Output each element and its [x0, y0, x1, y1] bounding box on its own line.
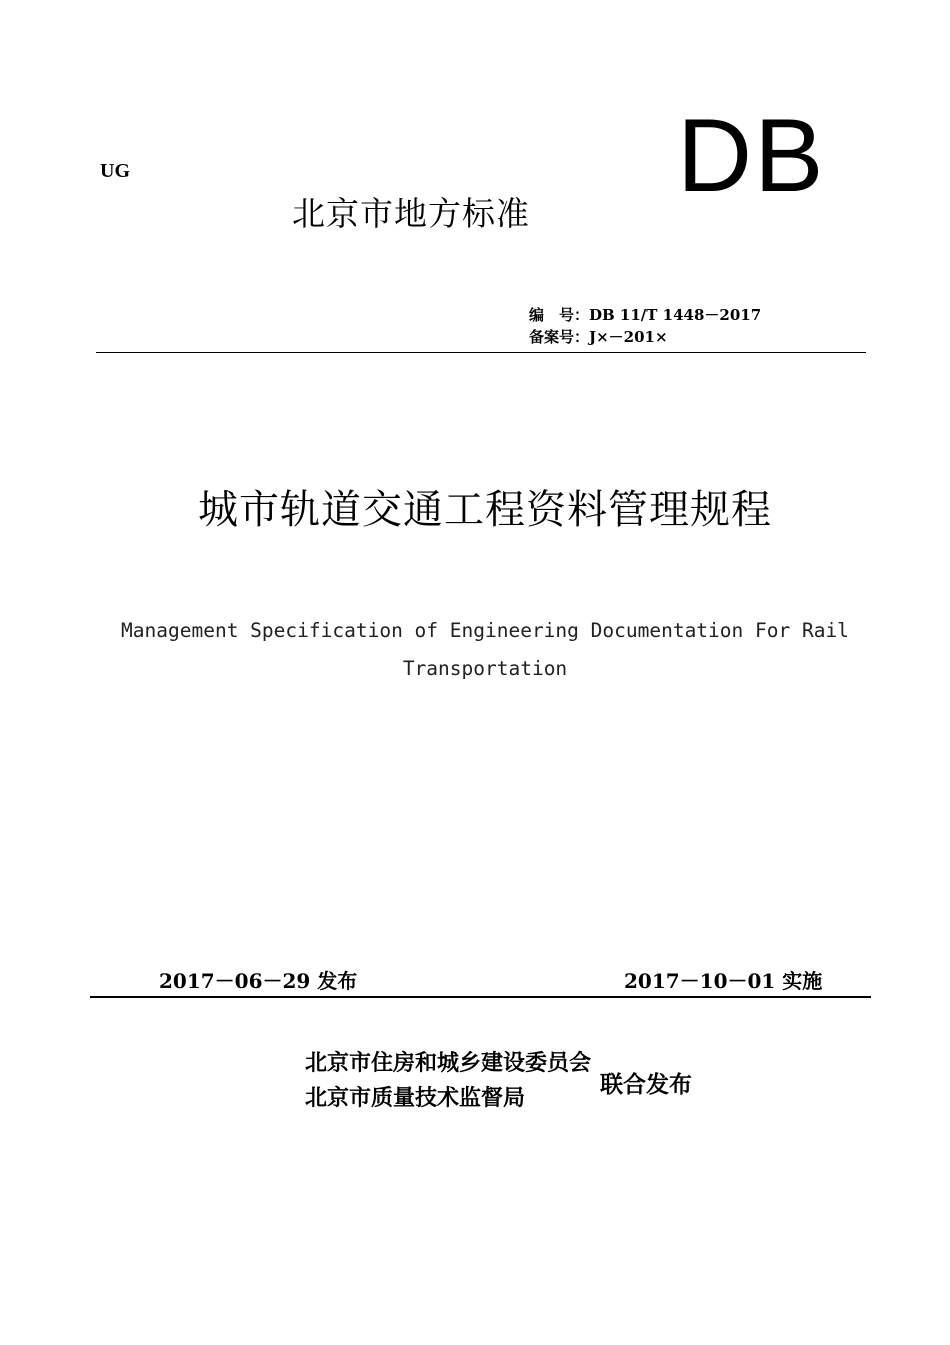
implement-date: 2017－10－01 实施	[624, 969, 823, 993]
standard-number-value: DB 11/T 1448－2017	[589, 306, 762, 324]
standard-mark: DB	[677, 98, 826, 214]
publish-date: 2017－06－29 发布	[159, 969, 358, 993]
classification-code: UG	[100, 160, 130, 182]
standard-number-label: 编 号：	[529, 306, 590, 324]
standard-type: 北京市地方标准	[292, 194, 530, 233]
document-title-english: Management Specification of Engineering Documentation For Rail Transportation	[121, 619, 849, 680]
standard-number-line	[529, 304, 761, 325]
record-number-value: J×－201×	[589, 328, 668, 346]
joint-release-label: 联合发布	[600, 1072, 692, 1098]
record-number-line	[529, 326, 668, 347]
header-divider	[96, 352, 866, 353]
issuer-housing-commission: 北京市住房和城乡建设委员会	[305, 1051, 592, 1076]
footer-divider	[90, 996, 871, 998]
issuer-quality-bureau: 北京市质量技术监督局	[305, 1086, 526, 1111]
record-number-label: 备案号：	[529, 328, 590, 346]
document-title-chinese: 城市轨道交通工程资料管理规程	[198, 487, 772, 533]
